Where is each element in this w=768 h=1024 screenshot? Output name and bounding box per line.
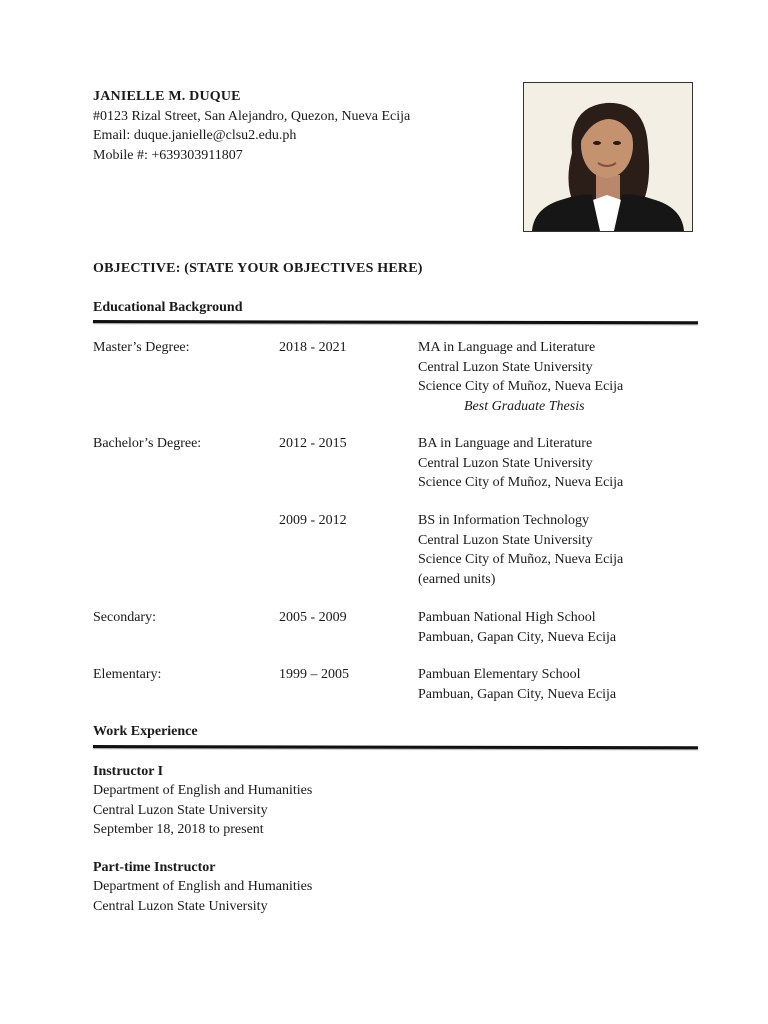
education-years: 2005 - 2009 — [279, 610, 347, 625]
school-location: Science City of Muñoz, Nueva Ecija — [418, 475, 624, 490]
address-line: #0123 Rizal Street, San Alejandro, Quezon, Nueva Ecija — [93, 108, 411, 124]
mobile-line: Mobile #: +639303911807 — [93, 147, 243, 163]
degree-note: (earned units) — [418, 571, 496, 587]
education-details — [418, 434, 678, 493]
degree-name: BS in Information Technology — [418, 513, 590, 528]
education-level: Master’s Degree: — [93, 340, 190, 355]
education-details — [418, 338, 678, 416]
job-title: Instructor I — [93, 764, 164, 779]
work-divider — [93, 745, 698, 749]
school-name: Pambuan National High School — [418, 610, 596, 625]
education-details — [418, 511, 678, 589]
job-entry — [93, 858, 312, 916]
school-location: Science City of Muñoz, Nueva Ecija — [418, 379, 624, 394]
contact-header — [93, 87, 410, 165]
objective-heading: OBJECTIVE: (STATE YOUR OBJECTIVES HERE) — [93, 261, 423, 276]
job-dates: September 18, 2018 to present — [93, 821, 264, 837]
job-employer: Central Luzon State University — [93, 802, 268, 818]
portrait-image — [524, 83, 692, 231]
school-location: Pambuan, Gapan City, Nueva Ecija — [418, 686, 617, 702]
education-years: 2012 - 2015 — [279, 436, 347, 451]
education-heading: Educational Background — [93, 300, 243, 315]
work-heading: Work Experience — [93, 724, 198, 739]
job-department: Department of English and Humanities — [93, 879, 313, 895]
education-details — [418, 608, 678, 647]
education-details — [418, 665, 678, 704]
degree-name: MA in Language and Literature — [418, 340, 596, 355]
job-employer: Central Luzon State University — [93, 898, 268, 914]
education-level: Secondary: — [93, 610, 156, 625]
school-location: Pambuan, Gapan City, Nueva Ecija — [418, 629, 617, 645]
degree-name: BA in Language and Literature — [418, 436, 593, 451]
education-years: 2018 - 2021 — [279, 340, 347, 355]
education-level: Bachelor’s Degree: — [93, 436, 202, 451]
school-name: Central Luzon State University — [418, 455, 593, 471]
applicant-name: JANIELLE M. DUQUE — [93, 89, 241, 104]
job-department: Department of English and Humanities — [93, 783, 313, 799]
school-name: Pambuan Elementary School — [418, 667, 581, 682]
education-level: Elementary: — [93, 667, 162, 682]
job-title: Part-time Instructor — [93, 860, 216, 875]
applicant-photo — [523, 82, 693, 232]
award-text: Best Graduate Thesis — [464, 398, 585, 414]
education-years: 1999 – 2005 — [279, 667, 349, 682]
job-entry — [93, 762, 312, 839]
school-name: Central Luzon State University — [418, 359, 593, 375]
school-name: Central Luzon State University — [418, 532, 593, 548]
education-years: 2009 - 2012 — [279, 513, 347, 528]
email-line: Email: duque.janielle@clsu2.edu.ph — [93, 128, 297, 143]
school-location: Science City of Muñoz, Nueva Ecija — [418, 552, 624, 567]
education-divider — [93, 320, 698, 324]
